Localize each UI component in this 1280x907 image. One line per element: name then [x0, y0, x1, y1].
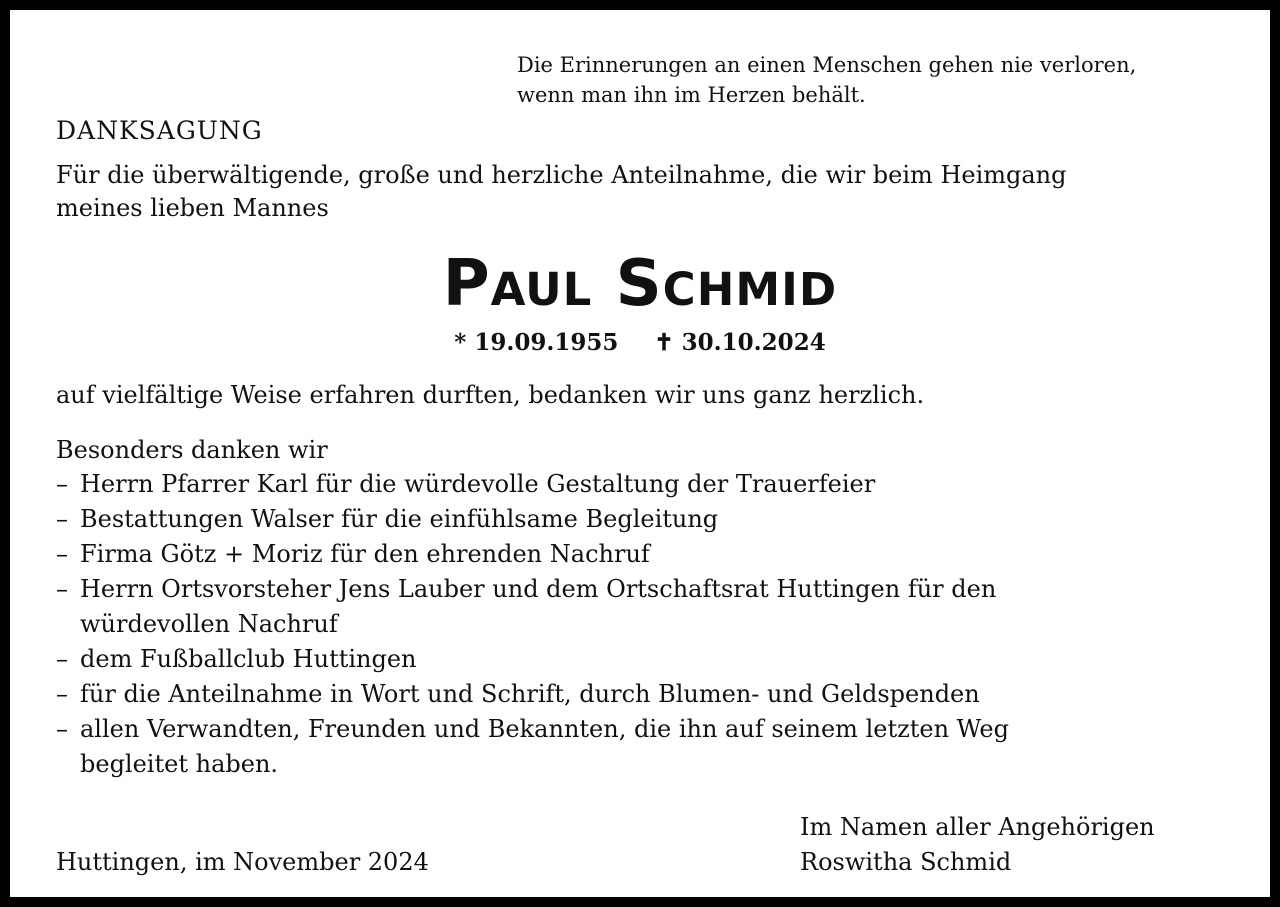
- deceased-name: Paul Schmid: [442, 247, 838, 321]
- list-item-text: Firma Götz + Moriz für den ehrenden Nachruf: [80, 540, 650, 568]
- epigraph-line-2: wenn man ihn im Herzen behält.: [517, 83, 866, 107]
- dash-bullet: –: [56, 470, 68, 498]
- place-and-date: Huttingen, im November 2024: [56, 848, 429, 876]
- epigraph-quote: [517, 50, 1136, 110]
- dash-bullet: –: [56, 715, 68, 743]
- list-item: [56, 502, 1236, 537]
- list-item: [56, 642, 1236, 677]
- notice-heading: DANKSAGUNG: [56, 116, 263, 145]
- dash-bullet: –: [56, 540, 68, 568]
- signoff-signatory: Roswitha Schmid: [800, 848, 1012, 876]
- list-item-text: Bestattungen Walser für die einfühlsame Begleitung: [80, 505, 719, 533]
- birth-date: * 19.09.1955: [454, 329, 619, 356]
- list-item: [56, 712, 1236, 782]
- list-item: [56, 537, 1236, 572]
- dash-bullet: –: [56, 505, 68, 533]
- list-item: [56, 677, 1236, 712]
- list-item: [56, 467, 1236, 502]
- list-item-text: dem Fußballclub Huttingen: [80, 645, 417, 673]
- list-item-text-continued: würdevollen Nachruf: [80, 610, 338, 638]
- intro-paragraph: [56, 159, 1236, 225]
- thanks-line: auf vielfältige Weise erfahren durften, bedanken wir uns ganz herzlich.: [56, 381, 925, 409]
- special-thanks-list: [56, 467, 1236, 782]
- dash-bullet: –: [56, 575, 68, 603]
- intro-line-2: meines lieben Mannes: [56, 194, 329, 222]
- intro-line-1: Für die überwältigende, große und herzliche Anteilnahme, die wir beim Heimgang: [56, 161, 1067, 189]
- epigraph-line-1: Die Erinnerungen an einen Menschen gehen nie verloren,: [517, 53, 1137, 77]
- signoff-line-1: Im Namen aller Angehörigen: [800, 813, 1155, 841]
- list-item-text: Herrn Pfarrer Karl für die würdevolle Gestaltung der Trauerfeier: [80, 470, 876, 498]
- dash-bullet: –: [56, 680, 68, 708]
- life-dates: [10, 327, 1270, 359]
- death-date: ✝ 30.10.2024: [654, 329, 826, 356]
- list-item-text: für die Anteilnahme in Wort und Schrift, durch Blumen- und Geldspenden: [80, 680, 980, 708]
- special-thanks-section: [56, 434, 1236, 782]
- list-item: [56, 572, 1236, 642]
- list-item-text: allen Verwandten, Freunden und Bekannten, die ihn auf seinem letzten Weg: [80, 715, 1009, 743]
- list-item-text-continued: begleitet haben.: [80, 750, 279, 778]
- dash-bullet: –: [56, 645, 68, 673]
- special-thanks-intro: Besonders danken wir: [56, 436, 328, 464]
- signoff-block: [800, 810, 1155, 880]
- list-item-text: Herrn Ortsvorsteher Jens Lauber und dem Ortschaftsrat Huttingen für den: [80, 575, 997, 603]
